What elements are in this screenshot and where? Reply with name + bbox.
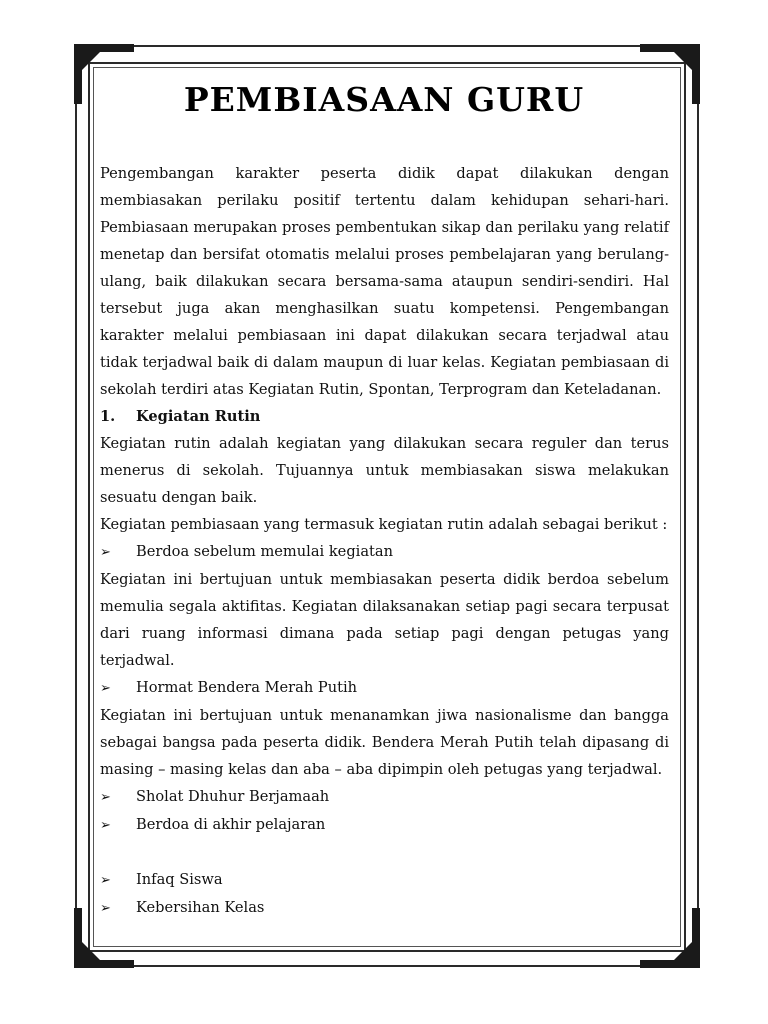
bullet-label: Sholat Dhuhur Berjamaah — [136, 788, 330, 805]
bullet-item — [100, 783, 669, 811]
arrow-bullet-icon: ➢ — [100, 873, 111, 888]
arrow-bullet-icon: ➢ — [100, 545, 111, 560]
bullet-label: Kebersihan Kelas — [136, 899, 265, 916]
document-body — [100, 160, 669, 922]
section-paragraph: Kegiatan pembiasaan yang termasuk kegiatan rutin adalah sebagai berikut : — [100, 516, 668, 533]
bullet-item — [100, 866, 669, 894]
arrow-bullet-icon: ➢ — [100, 681, 111, 696]
arrow-bullet-icon: ➢ — [100, 901, 111, 916]
bullet-label: Hormat Bendera Merah Putih — [136, 679, 358, 696]
section-heading — [100, 403, 669, 430]
bullet-item — [100, 538, 669, 566]
blank-line — [100, 839, 669, 866]
arrow-bullet-icon: ➢ — [100, 790, 111, 805]
bullet-item — [100, 894, 669, 922]
section-number: 1. — [100, 408, 116, 425]
arrow-bullet-icon: ➢ — [100, 818, 111, 833]
intro-paragraph: Pengembangan karakter peserta didik dapat dilakukan dengan membiasakan perilaku positif tertentu dalam kehidupan sehari-hari. Pembiasaan merupakan proses pembentukan sikap dan perilaku yang relatif menetap dan bersifat otomatis melalui proses pembelajaran yang berulang-ulang, baik dilakukan secara bersama-sama ataupun sendiri-sendiri. Hal tersebut juga akan menghasilkan suatu kompetensi. Pengembangan karakter melalui pembiasaan ini dapat dilakukan secara terjadwal atau tidak terjadwal baik di dalam maupun di luar kelas. Kegiatan pembiasaan di sekolah terdiri atas Kegiatan Rutin, Spontan, Terprogram dan Keteladanan. — [100, 165, 669, 398]
bullet-description: Kegiatan ini bertujuan untuk menanamkan jiwa nasionalisme dan bangga sebagai bangsa pada peserta didik. Bendera Merah Putih telah dipasang di masing – masing kelas dan aba – aba dipimpin oleh petugas yang terjadwal. — [100, 707, 669, 778]
bullet-description: Kegiatan ini bertujuan untuk membiasakan peserta didik berdoa sebelum memulia segala aktifitas. Kegiatan dilaksanakan setiap pagi secara terpusat dari ruang informasi dimana pada setiap pagi dengan petugas yang terjadwal. — [100, 571, 669, 669]
section-paragraph: Kegiatan rutin adalah kegiatan yang dilakukan secara reguler dan terus menerus di sekolah. Tujuannya untuk membiasakan siswa melakukan sesuatu dengan baik. — [100, 435, 669, 506]
bullet-label: Berdoa di akhir pelajaran — [136, 816, 326, 833]
page-title: PEMBIASAAN GURU — [183, 80, 585, 119]
bullet-item — [100, 811, 669, 839]
bullet-label: Berdoa sebelum memulai kegiatan — [136, 543, 393, 560]
bullet-item — [100, 674, 669, 702]
section-heading-text: Kegiatan Rutin — [136, 408, 261, 425]
bullet-label: Infaq Siswa — [136, 871, 223, 888]
